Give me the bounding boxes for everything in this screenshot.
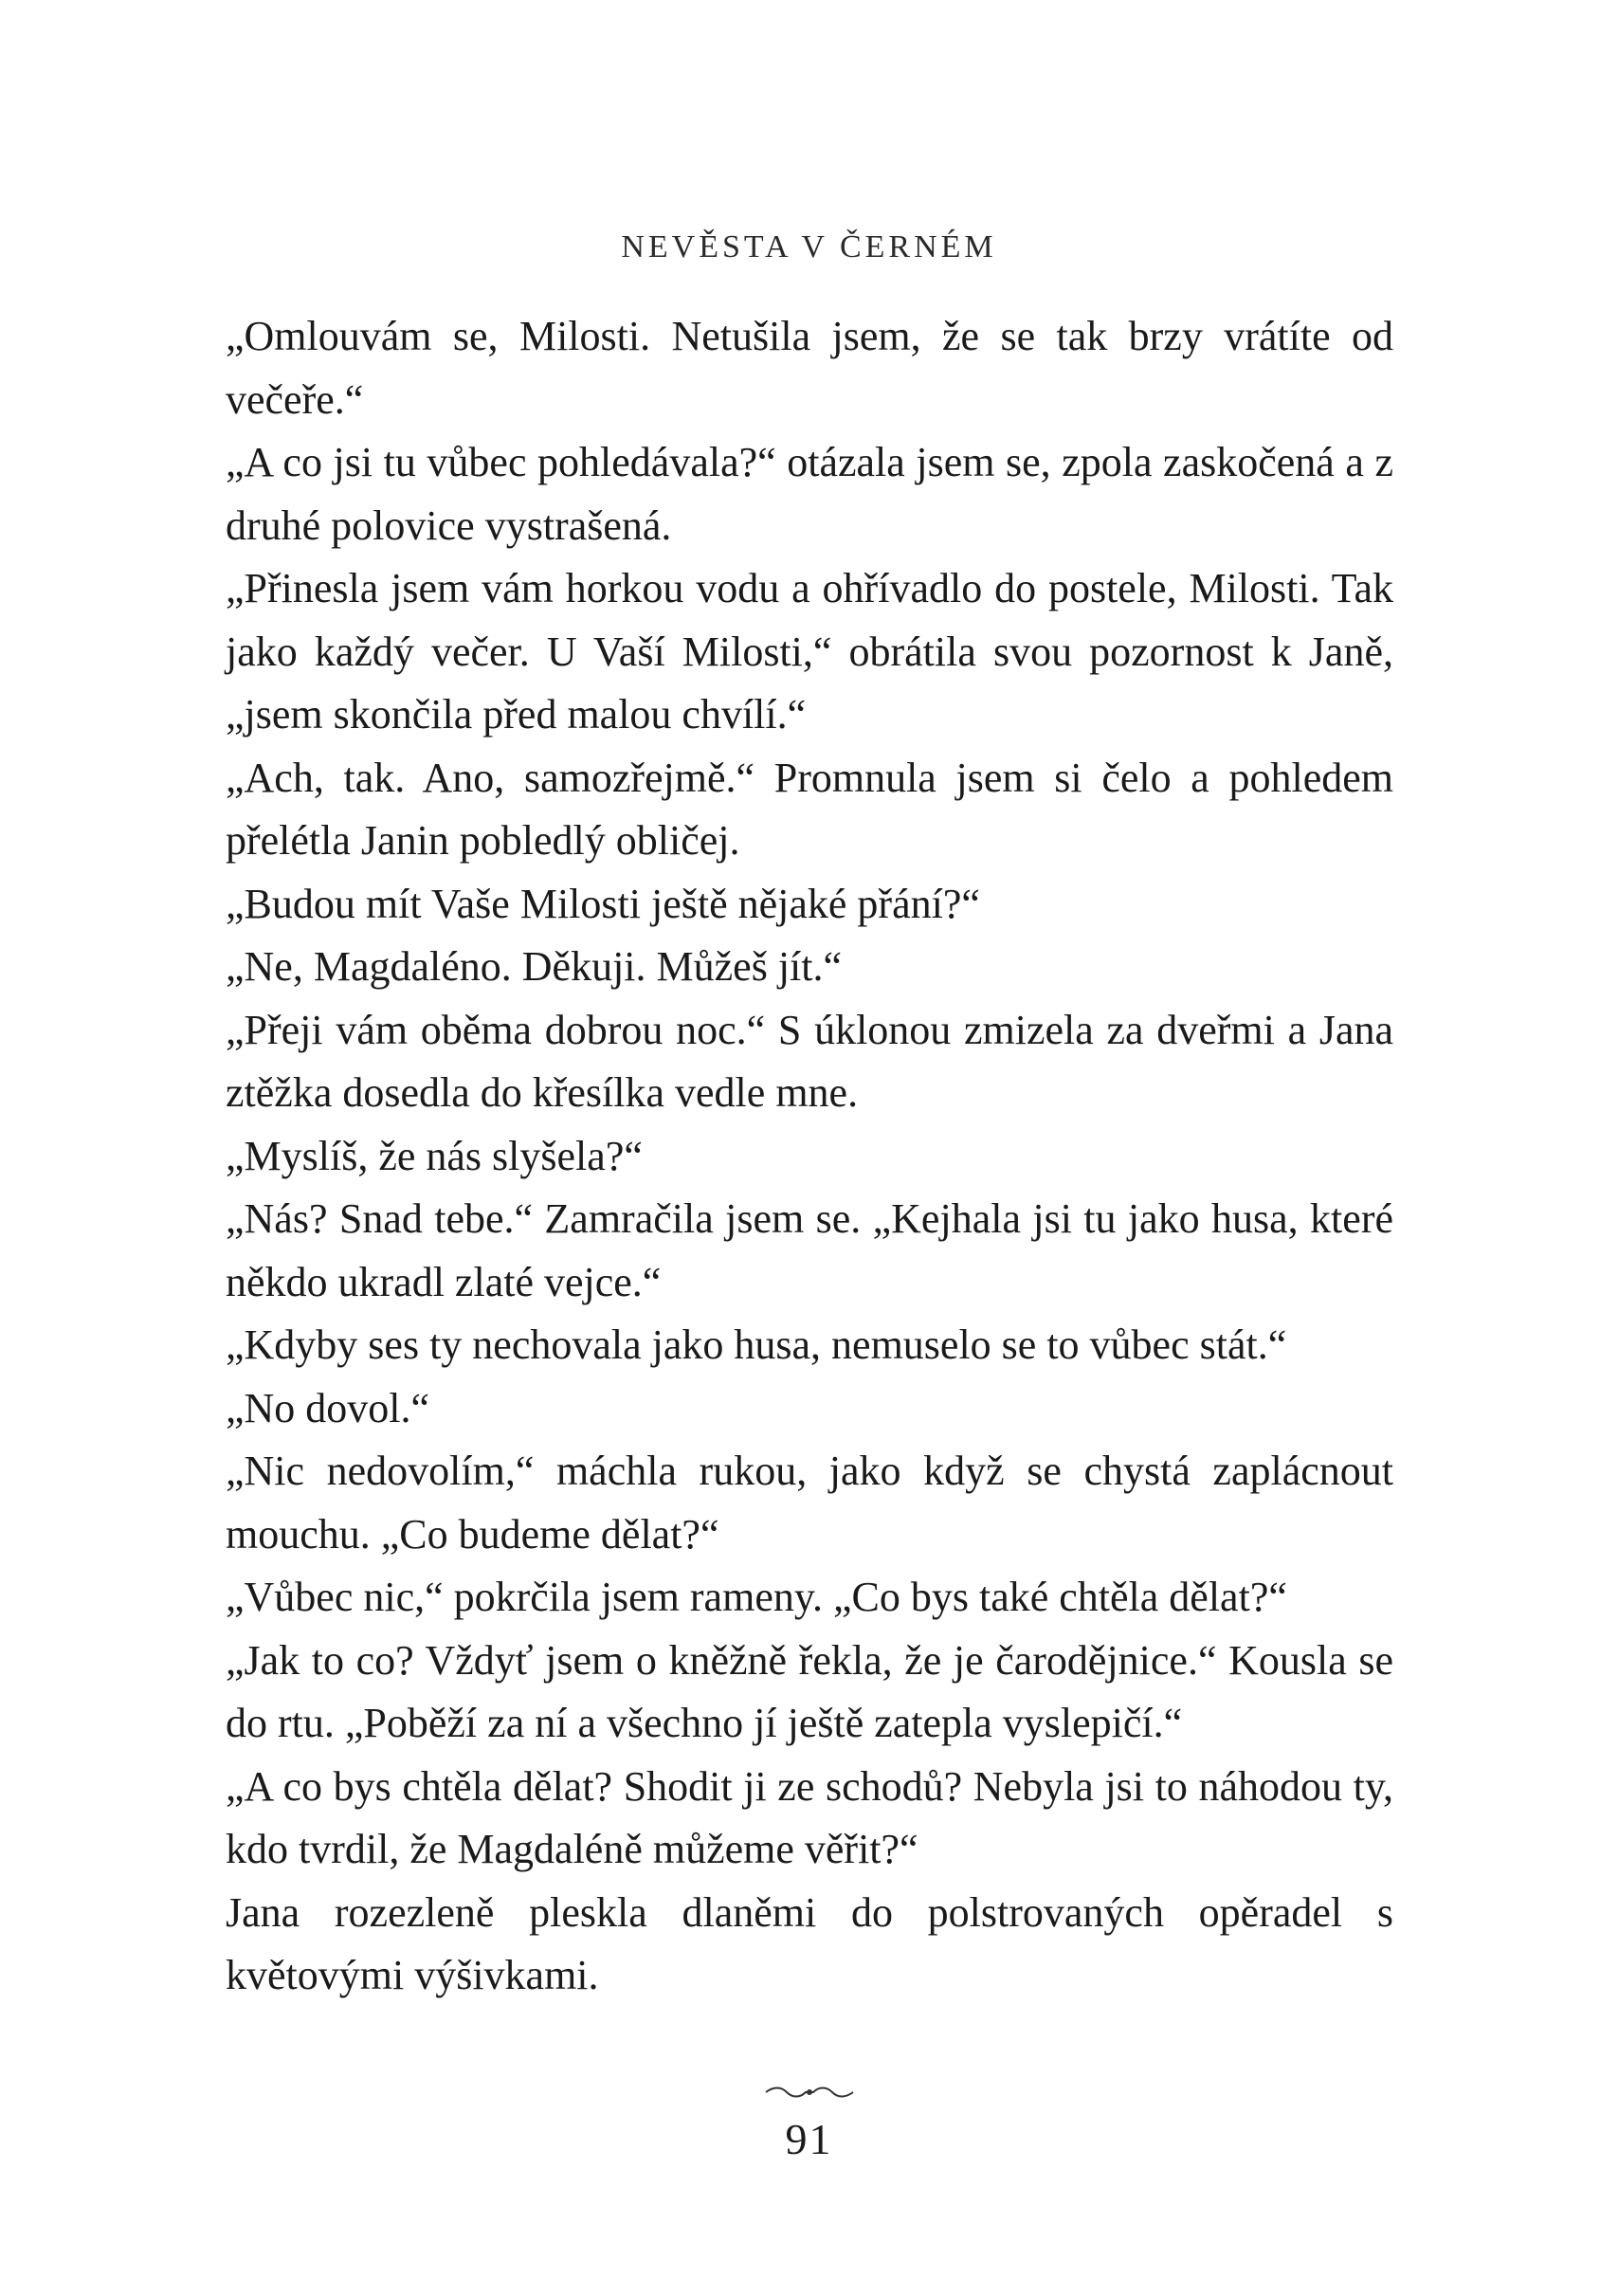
paragraph: „Kdyby ses ty nechovala jako husa, nemuselo se to vůbec stát.“ bbox=[226, 1321, 1287, 1368]
paragraph: „No dovol.“ bbox=[226, 1384, 430, 1431]
paragraph: „Vůbec nic,“ pokrčila jsem rameny. „Co bys také chtěla dělat?“ bbox=[226, 1574, 1287, 1620]
paragraph: „Přinesla jsem vám horkou vodu a ohřívadlo do postele, Milosti. Tak jako každý večer. U Vaší Milosti,“ obrátila svou pozornost k Janě, „jsem skončila před malou chvílí.“ bbox=[226, 565, 1393, 738]
ornament-icon bbox=[764, 2086, 855, 2099]
paragraph: „Ach, tak. Ano, samozřejmě.“ Promnula jsem si čelo a pohledem přelétla Janin pobledlý obličej. bbox=[226, 754, 1393, 864]
paragraph: „Omlouvám se, Milosti. Netušila jsem, že se tak brzy vrátíte od večeře.“ bbox=[226, 313, 1393, 423]
paragraph: „Myslíš, že nás slyšela?“ bbox=[226, 1132, 643, 1179]
paragraph: Jana rozezleně pleskla dlaněmi do polstrovaných opěradel s květovými výšivkami. bbox=[226, 1888, 1393, 1998]
paragraph: „Nic nedovolím,“ máchla rukou, jako když se chystá zaplácnout mouchu. „Co budeme dělat?“ bbox=[226, 1448, 1393, 1558]
paragraph: „A co jsi tu vůbec pohledávala?“ otázala jsem se, zpola zaskočená a z druhé polovice vystrašená. bbox=[226, 439, 1393, 549]
paragraph: „Budou mít Vaše Milosti ještě nějaké přání?“ bbox=[226, 880, 980, 927]
page-body bbox=[226, 305, 1393, 2008]
paragraph: „Nás? Snad tebe.“ Zamračila jsem se. „Kejhala jsi tu jako husa, které někdo ukradl zlaté vejce.“ bbox=[226, 1195, 1393, 1305]
paragraph: „Ne, Magdaléno. Děkuji. Můžeš jít.“ bbox=[226, 943, 843, 990]
running-title: NEVĚSTA V ČERNÉM bbox=[621, 229, 997, 264]
paragraph: „A co bys chtěla dělat? Shodit ji ze schodů? Nebyla jsi to náhodou ty, kdo tvrdil, že Magdaléně můžeme věřit?“ bbox=[226, 1762, 1393, 1872]
paragraph: „Jak to co? Vždyť jsem o kněžně řekla, že je čarodějnice.“ Kousla se do rtu. „Poběží za ní a všechno jí ještě zatepla vyslepičí.“ bbox=[226, 1636, 1393, 1746]
page-number: 91 bbox=[785, 2115, 833, 2163]
folio-ornament bbox=[0, 2086, 1618, 2099]
paragraph: „Přeji vám oběma dobrou noc.“ S úklonou zmizela za dveřmi a Jana ztěžka dosedla do křesílka vedle mne. bbox=[226, 1006, 1393, 1116]
